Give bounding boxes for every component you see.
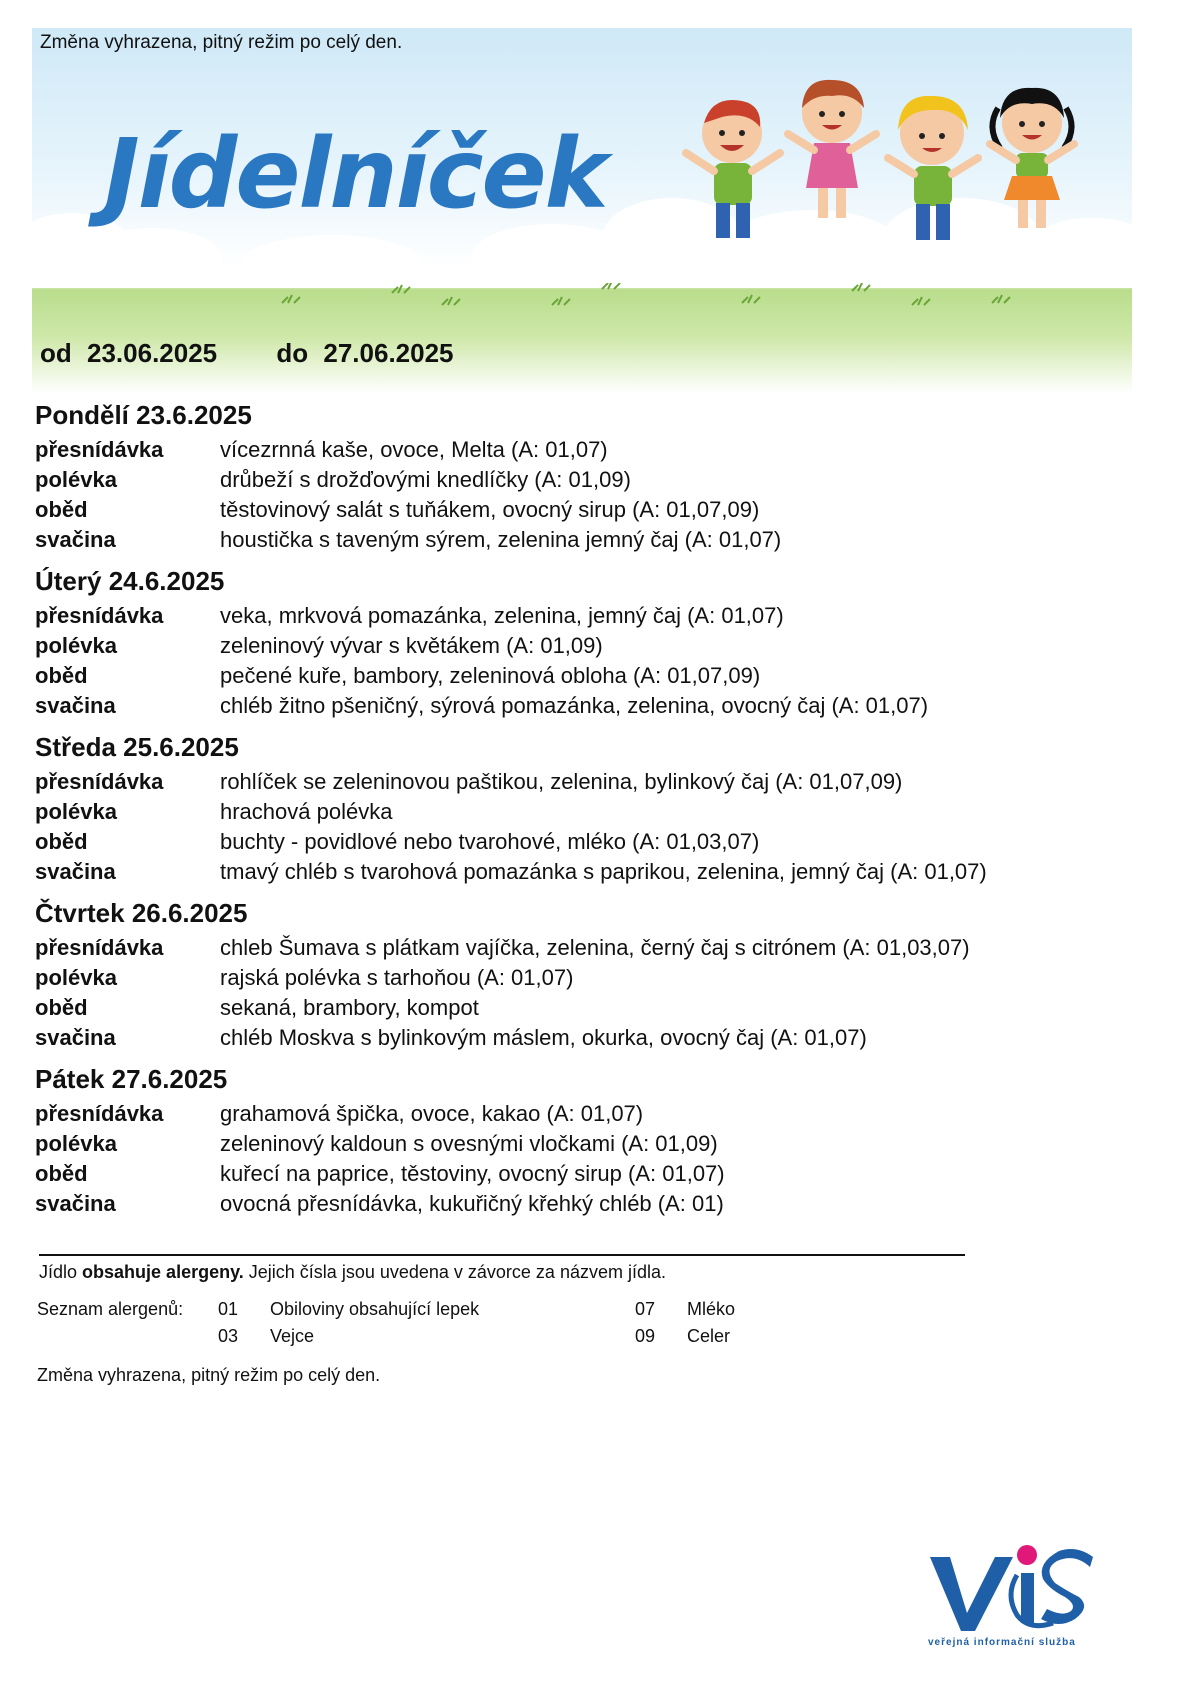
meal-row (35, 797, 1135, 827)
meal-description: grahamová špička, ovoce, kakao (A: 01,07) (220, 1101, 644, 1126)
day-title: Úterý 24.6.2025 (35, 566, 225, 596)
meal-type: oběd (35, 663, 88, 688)
allergen-note (39, 1262, 965, 1283)
meal-type: svačina (35, 859, 116, 884)
meal-description: veka, mrkvová pomazánka, zelenina, jemný čaj (A: 01,07) (220, 603, 784, 628)
day-title: Čtvrtek 26.6.2025 (35, 898, 248, 928)
day-section (35, 561, 1135, 721)
vis-logo (925, 1535, 1095, 1645)
allergen-name: Celer (687, 1326, 731, 1346)
meal-row (35, 827, 1135, 857)
meal-description: ovocná přesnídávka, kukuřičný křehký chléb (A: 01) (220, 1191, 724, 1216)
meal-description: kuřecí na paprice, těstoviny, ovocný sirup (A: 01,07) (220, 1161, 725, 1186)
meal-type: oběd (35, 829, 88, 854)
meal-type: oběd (35, 497, 88, 522)
meal-row (35, 1159, 1135, 1189)
header-banner (32, 28, 1132, 393)
meal-type: polévka (35, 467, 117, 492)
meal-row (35, 1023, 1135, 1053)
allergen-list-label: Seznam alergenů: (37, 1299, 184, 1319)
top-notice: Změna vyhrazena, pitný režim po celý den. (40, 32, 403, 53)
meal-description: sekaná, brambory, kompot (220, 995, 479, 1020)
meal-description: zeleninový vývar s květákem (A: 01,09) (220, 633, 603, 658)
date-range (40, 338, 462, 369)
meal-type: polévka (35, 965, 117, 990)
meal-description: chléb žitno pšeničný, sýrová pomazánka, zelenina, ovocný čaj (A: 01,07) (220, 693, 929, 718)
from-date: 23.06.2025 (87, 338, 218, 368)
meal-type: polévka (35, 1131, 117, 1156)
day-section (35, 395, 1135, 555)
meal-description: zeleninový kaldoun s ovesnými vločkami (A: 01,09) (220, 1131, 718, 1156)
meal-row (35, 857, 1135, 887)
allergen-name: Obiloviny obsahující lepek (270, 1299, 480, 1319)
meal-row (35, 601, 1135, 631)
meal-type: polévka (35, 633, 117, 658)
meal-type: přesnídávka (35, 769, 164, 794)
meal-row (35, 1129, 1135, 1159)
meal-type: přesnídávka (35, 437, 164, 462)
allergen-name: Mléko (687, 1299, 736, 1319)
to-date: 27.06.2025 (323, 338, 454, 368)
meal-description: těstovinový salát s tuňákem, ovocný sirup (A: 01,07,09) (220, 497, 760, 522)
meal-description: rohlíček se zeleninovou paštikou, zelenina, bylinkový čaj (A: 01,07,09) (220, 769, 903, 794)
meal-row (35, 993, 1135, 1023)
allergen-note-bold: obsahuje alergeny. (82, 1262, 244, 1282)
page-title: Jídelníček (104, 118, 607, 230)
allergen-code: 01 (218, 1299, 239, 1319)
allergen-list (35, 1299, 965, 1365)
meal-type: přesnídávka (35, 1101, 164, 1126)
logo-tagline: veřejná informační služba (928, 1637, 1076, 1648)
meal-description: drůbeží s drožďovými knedlíčky (A: 01,09) (220, 467, 631, 492)
meal-type: oběd (35, 1161, 88, 1186)
bottom-notice: Změna vyhrazena, pitný režim po celý den. (37, 1365, 381, 1385)
meal-row (35, 525, 1135, 555)
allergen-note-suffix: Jejich čísla jsou uvedena v závorce za názvem jídla. (248, 1262, 666, 1282)
allergen-footer (35, 1254, 965, 1386)
day-title: Pátek 27.6.2025 (35, 1064, 228, 1094)
day-section (35, 893, 1135, 1053)
meal-row (35, 661, 1135, 691)
day-section (35, 727, 1135, 887)
to-label: do (276, 338, 309, 368)
meal-description: buchty - povidlové nebo tvarohové, mléko (A: 01,03,07) (220, 829, 760, 854)
meal-description: houstička s taveným sýrem, zelenina jemný čaj (A: 01,07) (220, 527, 782, 552)
divider (39, 1254, 965, 1256)
meal-row (35, 435, 1135, 465)
meal-row (35, 691, 1135, 721)
meal-description: rajská polévka s tarhoňou (A: 01,07) (220, 965, 574, 990)
meal-row (35, 933, 1135, 963)
meal-row (35, 1189, 1135, 1219)
grass-illustration (32, 283, 1132, 323)
meal-description: chleb Šumava s plátkam vajíčka, zelenina, černý čaj s citrónem (A: 01,03,07) (220, 935, 970, 960)
meal-description: chléb Moskva s bylinkovým máslem, okurka, ovocný čaj (A: 01,07) (220, 1025, 867, 1050)
weekly-menu (35, 395, 1135, 1225)
meal-row (35, 767, 1135, 797)
from-label: od (40, 338, 72, 368)
meal-row (35, 465, 1135, 495)
allergen-code: 09 (635, 1326, 656, 1346)
meal-description: hrachová polévka (220, 799, 393, 824)
meal-type: přesnídávka (35, 603, 164, 628)
day-title: Středa 25.6.2025 (35, 732, 239, 762)
allergen-name: Vejce (270, 1326, 315, 1346)
meal-description: tmavý chléb s tvarohová pomazánka s paprikou, zelenina, jemný čaj (A: 01,07) (220, 859, 987, 884)
meal-description: pečené kuře, bambory, zeleninová obloha (A: 01,07,09) (220, 663, 761, 688)
meal-row (35, 495, 1135, 525)
day-title: Pondělí 23.6.2025 (35, 400, 252, 430)
day-section (35, 1059, 1135, 1219)
meal-row (35, 963, 1135, 993)
allergen-note-prefix: Jídlo (39, 1262, 78, 1282)
meal-type: polévka (35, 799, 117, 824)
allergen-code: 03 (218, 1326, 239, 1346)
meal-description: vícezrnná kaše, ovoce, Melta (A: 01,07) (220, 437, 608, 462)
meal-type: svačina (35, 1191, 116, 1216)
meal-type: svačina (35, 1025, 116, 1050)
meal-row (35, 631, 1135, 661)
allergen-code: 07 (635, 1299, 656, 1319)
meal-type: svačina (35, 527, 116, 552)
meal-row (35, 1099, 1135, 1129)
children-illustration (682, 63, 1112, 263)
meal-type: svačina (35, 693, 116, 718)
meal-type: oběd (35, 995, 88, 1020)
meal-type: přesnídávka (35, 935, 164, 960)
